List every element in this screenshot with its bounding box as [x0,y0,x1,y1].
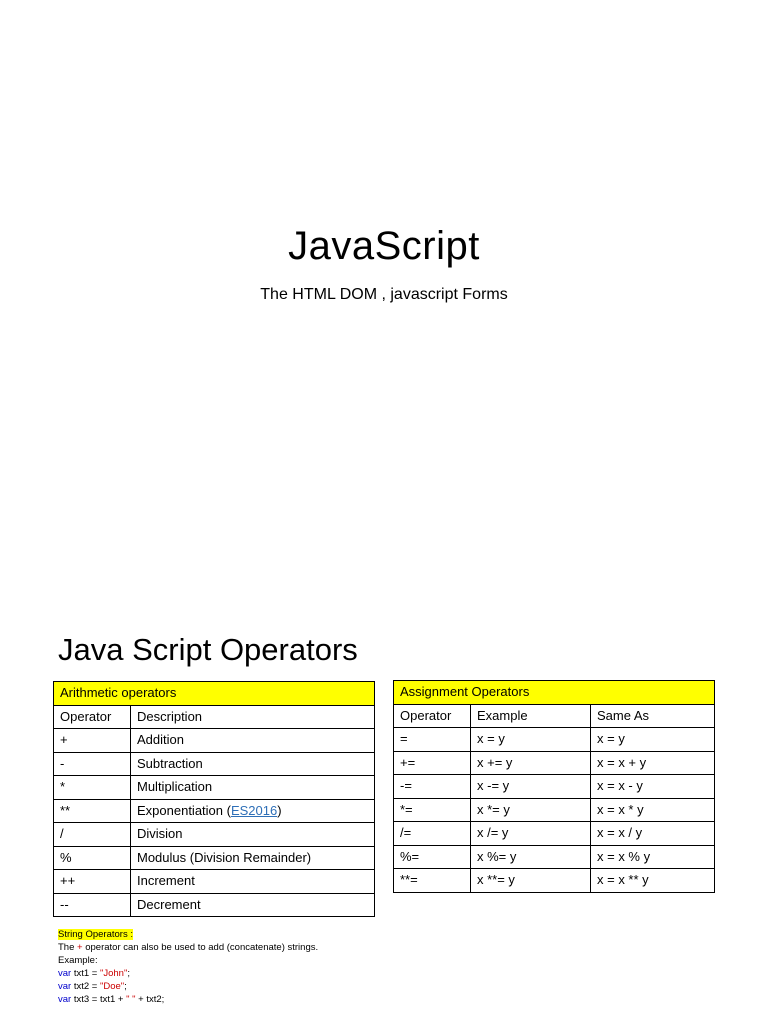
description-cell: Increment [131,870,375,894]
section-title: Java Script Operators [58,632,358,667]
table-row [394,728,715,752]
same-as-cell: x = x - y [591,775,715,799]
operator-cell: ++ [54,870,131,894]
table-row [54,776,375,800]
code-text: txt3 = txt1 + [71,994,127,1005]
operator-cell: %= [394,845,471,869]
code-line [58,980,478,993]
example-cell: x -= y [471,775,591,799]
code-keyword: var [58,968,72,979]
arithmetic-operators-table [53,681,375,917]
code-string: "John" [99,968,128,979]
column-header: Same As [591,704,715,728]
operator-cell: **= [394,869,471,893]
example-cell: x /= y [471,822,591,846]
operator-cell: % [54,846,131,870]
same-as-cell: x = x ** y [591,869,715,893]
table-row [394,822,715,846]
desc-text: operator can also be used to add (concatenate) strings. [82,942,319,953]
description-cell: Decrement [131,893,375,917]
column-header: Operator [394,704,471,728]
table-header: Assignment Operators [394,681,715,705]
table-row [54,893,375,917]
page-title: JavaScript [288,224,480,268]
operator-cell: -- [54,893,131,917]
column-header: Example [471,704,591,728]
assignment-operators-table [393,680,715,893]
same-as-cell: x = x % y [591,845,715,869]
description-text: Exponentiation ( [137,802,231,818]
code-text: ; [124,981,127,992]
page-subtitle: The HTML DOM , javascript Forms [260,286,508,303]
description-cell: Multiplication [131,776,375,800]
example-cell: x += y [471,751,591,775]
description-cell: Modulus (Division Remainder) [131,846,375,870]
operator-cell: / [54,823,131,847]
operator-cell: * [54,776,131,800]
operator-cell: *= [394,798,471,822]
es2016-link[interactable]: ES2016 [230,802,278,818]
table-row [54,823,375,847]
code-text: ; [127,968,130,979]
same-as-cell: x = y [591,728,715,752]
table-row [394,751,715,775]
column-header: Description [131,705,375,729]
column-header: Operator [54,705,131,729]
string-operators-description [58,941,478,954]
table-row [54,729,375,753]
code-string: " " [126,994,136,1005]
operator-cell: ** [54,799,131,823]
plus-operator: + [77,942,83,953]
string-operators-heading: String Operators : [58,929,133,940]
operator-cell: -= [394,775,471,799]
operator-cell: = [394,728,471,752]
operator-cell: + [54,729,131,753]
code-line [58,967,478,980]
code-keyword: var [58,981,72,992]
table-row [394,845,715,869]
code-text: txt2 = [71,981,100,992]
code-text: txt1 = [71,968,100,979]
desc-text: The [58,942,78,953]
code-line [58,993,478,1006]
code-string: "Doe" [99,981,125,992]
same-as-cell: x = x / y [591,822,715,846]
operator-cell: /= [394,822,471,846]
same-as-cell: x = x * y [591,798,715,822]
example-cell: x %= y [471,845,591,869]
table-row [54,752,375,776]
example-cell: x **= y [471,869,591,893]
operator-cell: += [394,751,471,775]
table-row [54,799,375,823]
table-row [54,846,375,870]
description-cell: Division [131,823,375,847]
table-row [54,870,375,894]
description-cell: Addition [131,729,375,753]
string-operators-note [58,928,478,1006]
table-header: Arithmetic operators [54,682,375,706]
table-row [394,775,715,799]
example-cell: x *= y [471,798,591,822]
same-as-cell: x = x + y [591,751,715,775]
description-suffix: ) [277,802,282,818]
example-label: Example: [58,955,98,966]
example-cell: x = y [471,728,591,752]
table-row [394,869,715,893]
operator-cell: - [54,752,131,776]
description-cell: Subtraction [131,752,375,776]
description-cell [131,799,375,823]
table-row [394,798,715,822]
code-keyword: var [58,994,72,1005]
code-text: + txt2; [135,994,165,1005]
